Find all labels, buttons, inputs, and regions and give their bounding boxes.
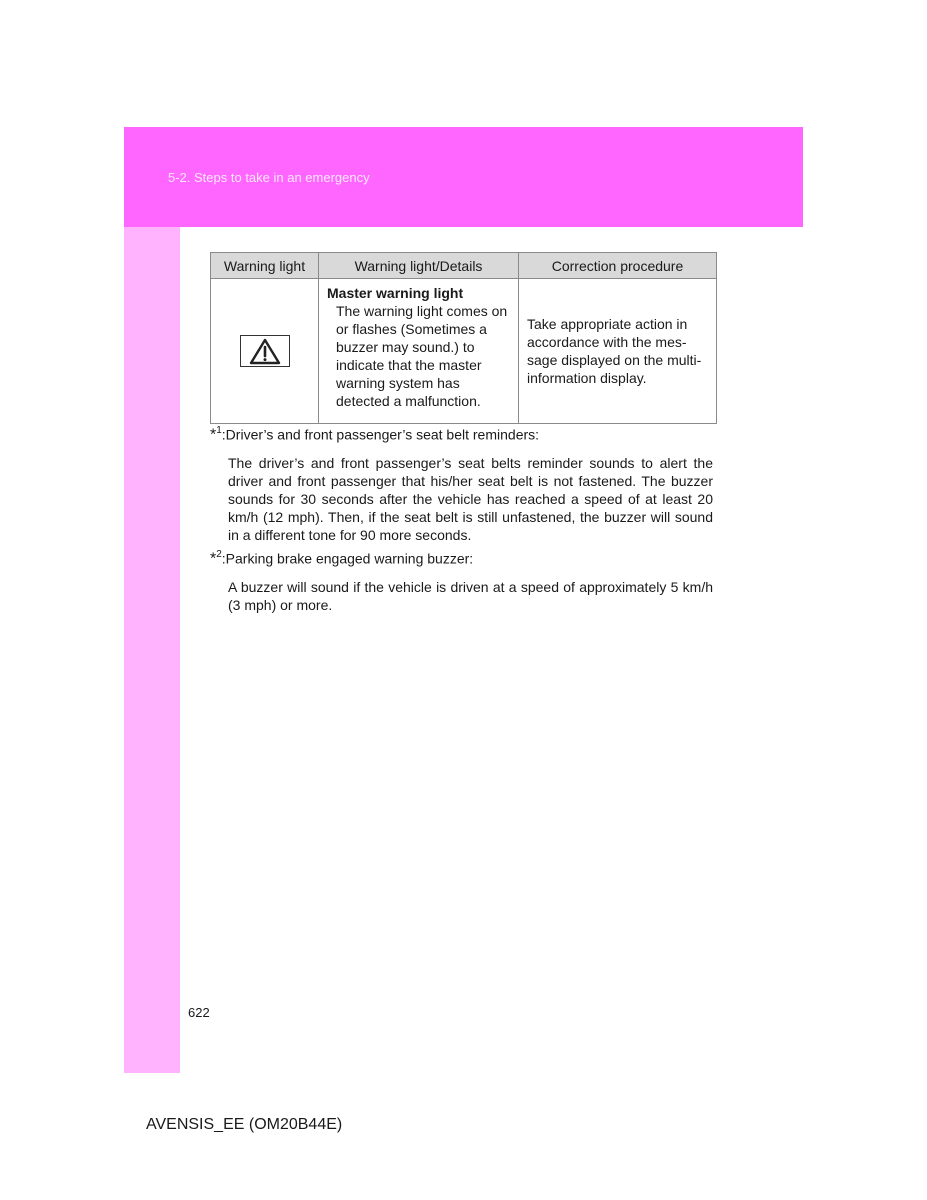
correction-procedure-cell: Take appropriate action in accordance with the mes-sage displayed on the multi-information display. <box>519 279 717 424</box>
footnote-star: * <box>210 426 217 444</box>
footnote-title: :Parking brake engaged warning buzzer: <box>221 550 474 567</box>
footnote-1-heading <box>210 426 539 445</box>
section-title: 5-2. Steps to take in an emergency <box>168 170 370 185</box>
footnote-mark: 2 <box>216 549 222 560</box>
footnote-1-body: The driver’s and front passenger’s seat belts reminder sounds to alert the driver and front passenger that his/her seat belt is not fastened. The buzzer sounds for 30 seconds after the vehicle has reached a speed of at least 20 km/h (12 mph). Then, if the seat belt is still unfastened, the buzzer will sound in a different tone for 90 more seconds. <box>228 455 713 543</box>
column-header-details: Warning light/Details <box>319 253 519 279</box>
chapter-side-band <box>124 227 180 1073</box>
footnote-2-body: A buzzer will sound if the vehicle is driven at a speed of approximately 5 km/h (3 mph) or more. <box>228 579 713 613</box>
warning-light-name: Master warning light <box>327 285 464 301</box>
footnote-mark: 1 <box>216 425 222 436</box>
page-number: 622 <box>188 1005 210 1020</box>
footnote-title: :Driver’s and front passenger’s seat belt reminders: <box>221 426 540 443</box>
details-cell <box>319 279 519 424</box>
table-header-row <box>211 253 717 279</box>
column-header-warning-light: Warning light <box>211 253 319 279</box>
column-header-correction: Correction procedure <box>519 253 717 279</box>
footnote-2-heading <box>210 550 473 569</box>
warning-light-cell <box>211 279 319 424</box>
footnote-star: * <box>210 550 217 568</box>
warning-light-table <box>210 252 717 424</box>
footer-model-code: AVENSIS_EE (OM20B44E) <box>146 1116 343 1133</box>
table-row <box>211 279 717 424</box>
master-warning-icon <box>240 335 290 367</box>
warning-light-description: The warning light comes on or flashes (Sometimes a buzzer may sound.) to indicate that the master warning system has detected a malfunction. <box>336 303 508 409</box>
chapter-header-band <box>124 127 803 227</box>
